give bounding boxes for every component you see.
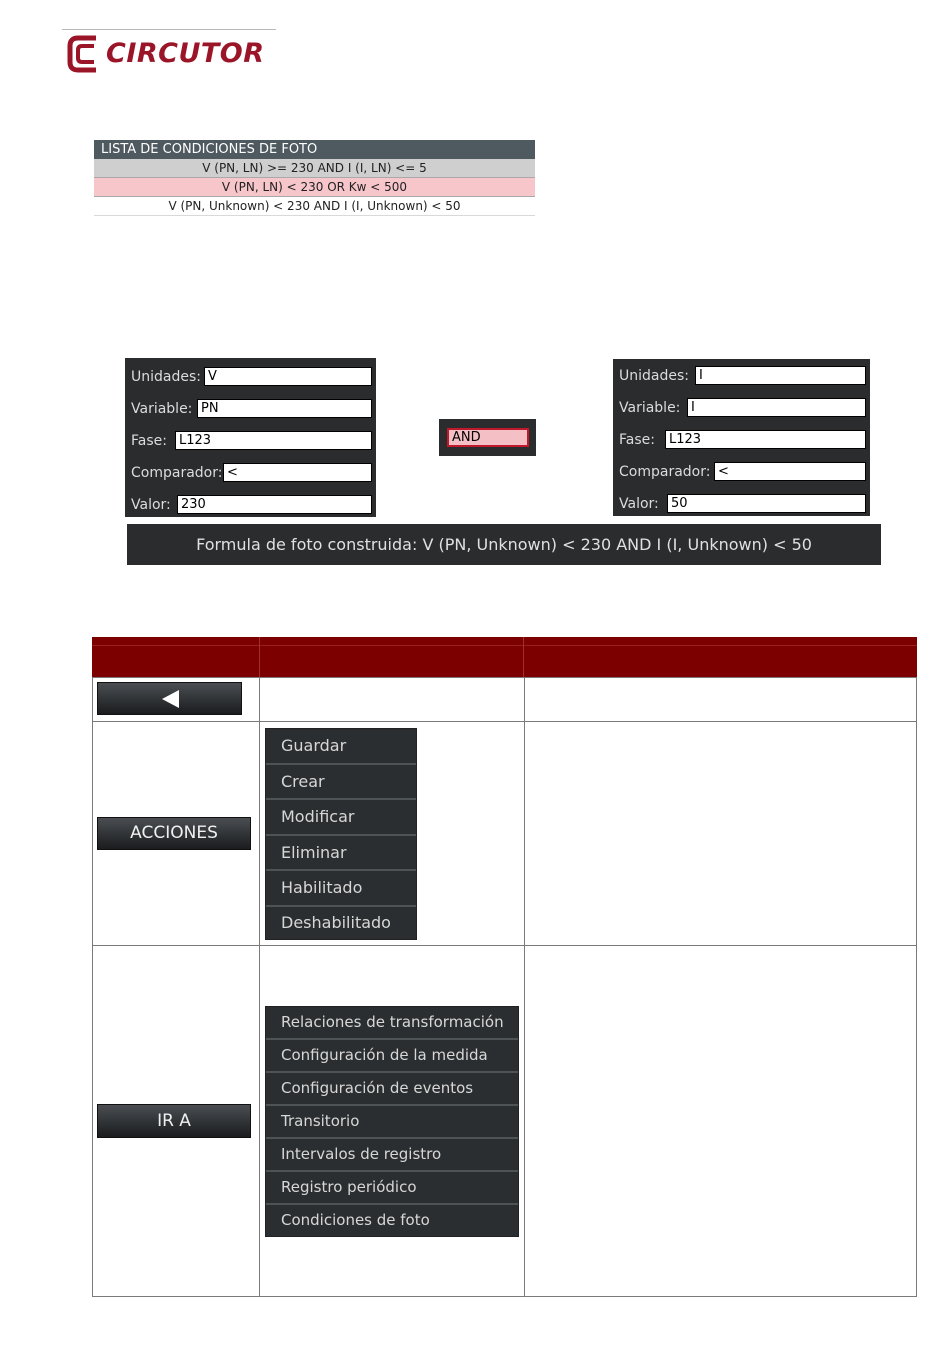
unidades-label: Unidades: [131, 369, 201, 385]
circutor-logo [66, 34, 286, 74]
menu-item-configuracion-eventos[interactable]: Configuración de eventos [266, 1073, 518, 1106]
variable-input[interactable]: I [687, 398, 866, 417]
fase-input[interactable]: L123 [175, 431, 372, 450]
fase-field [131, 430, 372, 452]
variable-field [131, 398, 372, 420]
operator-input[interactable]: AND [447, 428, 529, 447]
valor-input[interactable]: 50 [667, 494, 866, 513]
operator-box [439, 419, 536, 456]
condition-row[interactable]: V (PN, LN) >= 230 AND I (I, LN) <= 5 [94, 159, 535, 178]
menu-item-registro-periodico[interactable]: Registro periódico [266, 1172, 518, 1205]
variable-label: Variable: [131, 401, 193, 417]
comparador-label: Comparador: [131, 465, 223, 481]
header-rule [92, 645, 917, 646]
ir-a-menu [265, 1006, 519, 1237]
circutor-c-logo-icon [66, 34, 104, 74]
fase-field [619, 429, 866, 451]
comparador-input[interactable]: < [714, 462, 866, 481]
unidades-input[interactable]: V [204, 367, 372, 386]
acciones-menu [265, 728, 417, 940]
menu-item-crear[interactable]: Crear [266, 765, 416, 800]
row-divider [92, 721, 917, 722]
formula-display: Formula de foto construida: V (PN, Unknown) < 230 AND I (I, Unknown) < 50 [127, 524, 881, 565]
menu-item-transitorio[interactable]: Transitorio [266, 1106, 518, 1139]
buttons-table [92, 637, 917, 1297]
condition-row[interactable]: V (PN, Unknown) < 230 AND I (I, Unknown) < 50 [94, 197, 535, 216]
table-header [92, 637, 917, 677]
unidades-field [131, 366, 372, 388]
variable-input[interactable]: PN [197, 399, 372, 418]
right-condition-panel [613, 359, 870, 516]
comparador-label: Comparador: [619, 464, 711, 480]
left-condition-panel [125, 358, 376, 517]
valor-label: Valor: [619, 496, 659, 512]
row-divider [92, 945, 917, 946]
menu-item-relaciones-transformacion[interactable]: Relaciones de transformación [266, 1007, 518, 1040]
condition-list-header: LISTA DE CONDICIONES DE FOTO [94, 140, 535, 159]
back-button[interactable] [97, 682, 242, 715]
logo-text: CIRCUTOR [106, 38, 265, 69]
variable-field [619, 397, 866, 419]
acciones-button[interactable]: ACCIONES [97, 817, 251, 850]
menu-item-guardar[interactable]: Guardar [266, 729, 416, 765]
ir-a-button[interactable]: IR A [97, 1104, 251, 1138]
comparador-field [619, 461, 866, 483]
valor-label: Valor: [131, 497, 171, 513]
valor-input[interactable]: 230 [177, 495, 372, 514]
menu-item-eliminar[interactable]: Eliminar [266, 836, 416, 871]
fase-label: Fase: [619, 432, 655, 448]
menu-item-configuracion-medida[interactable]: Configuración de la medida [266, 1040, 518, 1073]
logo-rule [62, 29, 276, 30]
menu-item-modificar[interactable]: Modificar [266, 800, 416, 836]
comparador-field [131, 462, 372, 484]
valor-field [131, 494, 372, 516]
menu-item-habilitado[interactable]: Habilitado [266, 871, 416, 907]
menu-item-deshabilitado[interactable]: Deshabilitado [266, 907, 416, 939]
unidades-field [619, 365, 866, 387]
fase-input[interactable]: L123 [665, 430, 866, 449]
comparador-input[interactable]: < [223, 463, 372, 482]
column-divider [259, 677, 260, 1297]
unidades-label: Unidades: [619, 368, 689, 384]
header-separator [259, 637, 260, 677]
unidades-input[interactable]: I [695, 366, 866, 385]
header-separator [523, 637, 524, 677]
back-triangle-icon [159, 688, 181, 710]
valor-field [619, 493, 866, 515]
menu-item-intervalos-registro[interactable]: Intervalos de registro [266, 1139, 518, 1172]
variable-label: Variable: [619, 400, 681, 416]
menu-item-condiciones-foto[interactable]: Condiciones de foto [266, 1205, 518, 1236]
condition-row-selected[interactable]: V (PN, LN) < 230 OR Kw < 500 [94, 178, 535, 197]
column-divider [524, 677, 525, 1297]
condition-list [94, 140, 535, 216]
fase-label: Fase: [131, 433, 167, 449]
